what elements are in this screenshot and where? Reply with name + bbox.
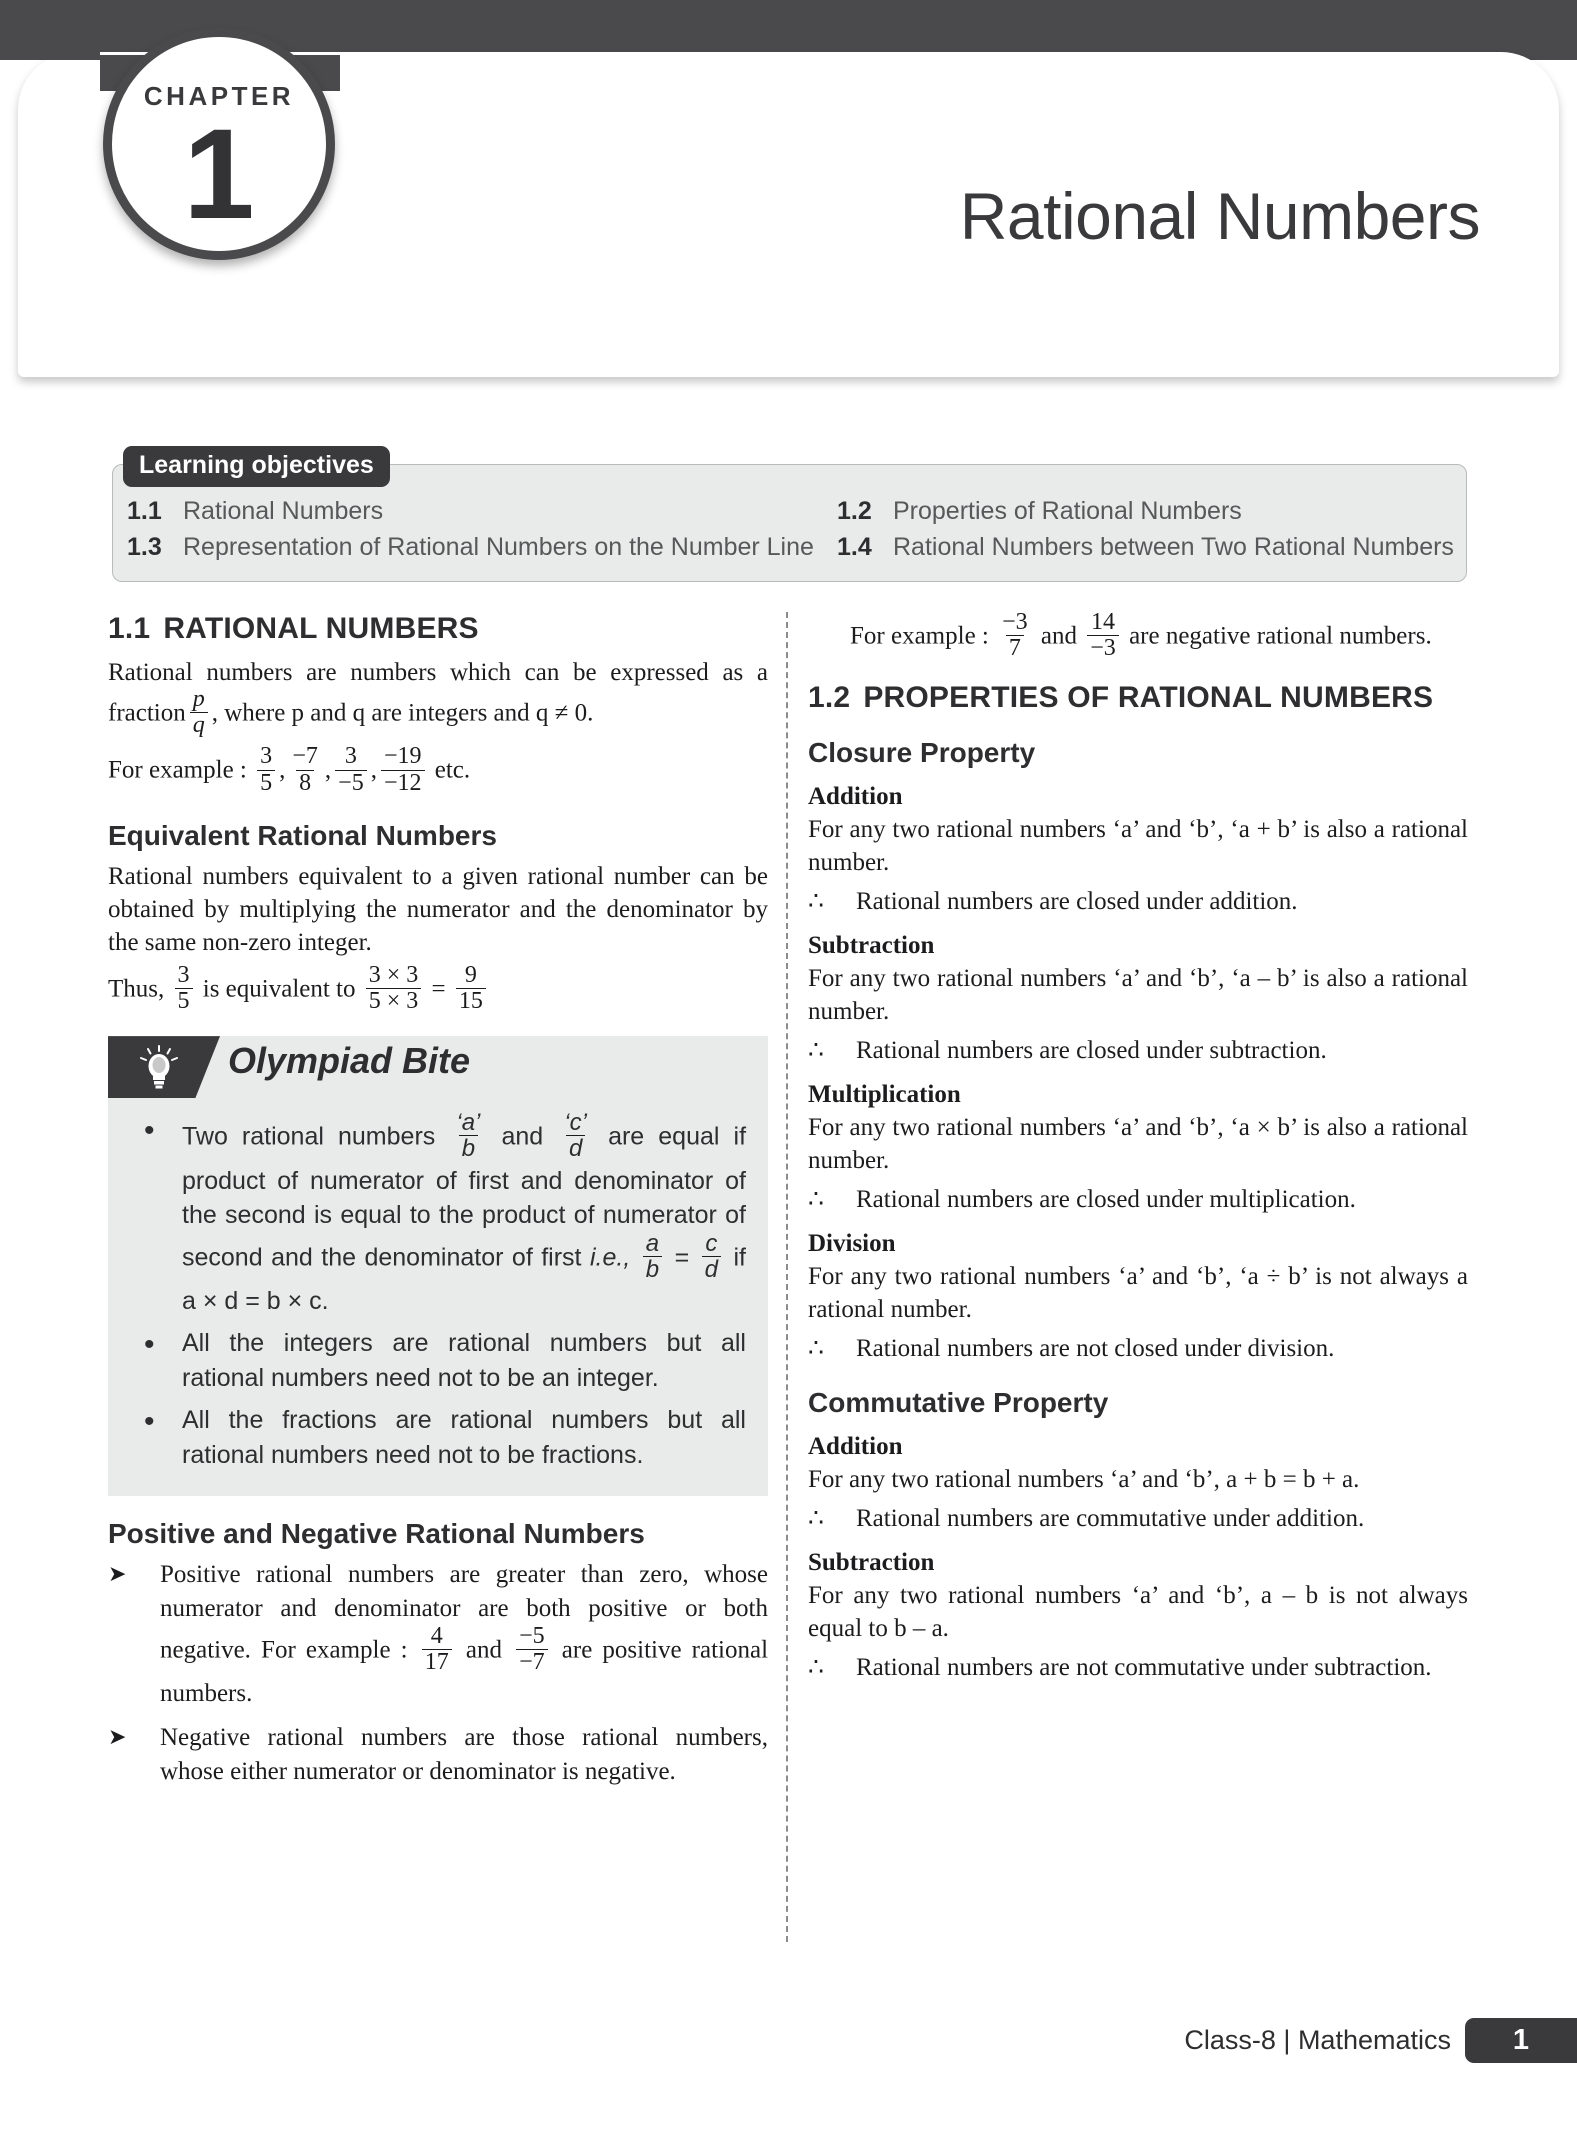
item-mid-text: and (465, 1636, 502, 1664)
section-title: PROPERTIES OF RATIONAL NUMBERS (863, 681, 1434, 715)
fraction-denominator: 8 (296, 770, 314, 796)
fraction-numerator: c (705, 1229, 718, 1257)
learning-objective-item (127, 533, 837, 562)
conclusion-text: Rational numbers are closed under addition. (856, 888, 1298, 916)
commutative-subtraction-heading: Subtraction (808, 1549, 935, 1577)
example-mid-text: and (1040, 622, 1078, 650)
fraction-numerator: ‘c’ (564, 1109, 587, 1137)
fraction-ab-equation (643, 1231, 662, 1282)
example-fraction-1 (257, 744, 275, 795)
body-columns (0, 609, 1577, 1942)
list-item (108, 1558, 768, 1711)
definition-text-a: Rational numbers are numbers which can be expressed as a fraction (108, 659, 768, 727)
positive-negative-list (108, 1558, 768, 1788)
olympiad-bullet: • All the fractions are rational numbers but all rational numbers need not to be fractions. (138, 1403, 746, 1472)
closure-subtraction-conclusion (808, 1034, 1468, 1067)
closure-property-heading: Closure Property (808, 737, 1036, 769)
fraction-numerator: −5 (519, 1622, 545, 1649)
olympiad-bullet (138, 1109, 747, 1318)
fraction-denominator: −5 (335, 770, 367, 796)
fraction-numerator: 3 (260, 743, 273, 770)
objective-number: 1.2 (837, 497, 872, 525)
fraction-numerator: a (645, 1229, 660, 1257)
fraction-denominator: −3 (1087, 635, 1119, 661)
page-title: Rational Numbers (959, 179, 1480, 253)
fraction-numerator: −7 (292, 743, 318, 770)
thus-equals-sign: = (431, 975, 446, 1003)
closure-subtraction-heading: Subtraction (808, 932, 935, 960)
commutative-addition-text: For any two rational numbers ‘a’ and ‘b’, a + b = b + a. (808, 1466, 1360, 1494)
fraction-p-over-q (190, 687, 208, 738)
commutative-addition-heading: Addition (808, 1433, 903, 1461)
fraction-denominator: 15 (456, 988, 486, 1014)
therefore-icon: ∴ (808, 1505, 824, 1533)
left-column (108, 612, 768, 1799)
commutative-addition-conclusion (808, 1502, 1468, 1535)
chapter-word: CHAPTER (143, 81, 295, 111)
bullet-text-part: are equal if product of numerator of first and denominator of the second is equal to the product of numerator of second and the denominator of first (182, 1122, 747, 1271)
closure-division-text: For any two rational numbers ‘a’ and ‘b’, ‘a ÷ b’ is not always a rational number. (808, 1263, 1468, 1324)
example-fraction-3 (335, 744, 367, 795)
closure-division-heading: Division (808, 1230, 896, 1258)
closure-addition-heading: Addition (808, 783, 903, 811)
bullet-ie-label: i.e., (589, 1242, 631, 1271)
bullet-equals-sign: = (674, 1242, 690, 1271)
fraction-denominator: b (459, 1135, 478, 1161)
fraction-numerator: 9 (464, 961, 477, 988)
positive-negative-heading: Positive and Negative Rational Numbers (108, 1518, 645, 1550)
equivalent-paragraph: Rational numbers equivalent to a given rational number can be obtained by multiplying the numerator and the denominator by the same non-zero integer. (108, 862, 768, 956)
commutative-subtraction-conclusion (808, 1651, 1468, 1684)
olympiad-bite-header (108, 1036, 768, 1098)
fraction-numerator: 3 × 3 (368, 961, 419, 988)
closure-addition-conclusion (808, 885, 1468, 918)
fraction-a-over-b (453, 1110, 483, 1161)
therefore-icon: ∴ (808, 1654, 824, 1682)
fraction-denominator: 5 (175, 988, 193, 1014)
section-1-2-heading (808, 681, 1468, 715)
header-dark-left-block (0, 0, 100, 60)
closure-multiplication-conclusion (808, 1183, 1468, 1216)
olympiad-bite-title: Olympiad Bite (228, 1040, 471, 1082)
bullet-text-part: if a × d = b × c. (182, 1242, 746, 1315)
fraction-4-over-17 (422, 1624, 452, 1675)
section-number: 1.2 (808, 681, 851, 715)
example-fraction-2 (289, 744, 321, 795)
negative-example-line (808, 609, 1468, 663)
learning-objective-item (837, 533, 1466, 562)
fraction-numerator: 3 (344, 743, 357, 770)
commutative-property-heading: Commutative Property (808, 1387, 1109, 1419)
lightbulb-icon (139, 1045, 179, 1089)
thus-equation-line (108, 961, 768, 1016)
page-footer (0, 2018, 1577, 2063)
fraction-denominator: 5 × 3 (366, 988, 422, 1014)
fraction-denominator: d (702, 1256, 721, 1282)
conclusion-text: Rational numbers are not commutative under subtraction. (856, 1654, 1432, 1682)
example-label: For example : (108, 756, 247, 784)
thus-mid-text: is equivalent to (202, 975, 356, 1003)
fraction-numerator: 3 (177, 961, 190, 988)
learning-objectives-tab: Learning objectives (123, 446, 390, 487)
section-number: 1.1 (108, 612, 151, 645)
thus-label: Thus, (108, 975, 165, 1003)
example-label: For example : (850, 622, 989, 650)
learning-objectives-box (112, 451, 1467, 582)
objective-label: Properties of Rational Numbers (893, 497, 1242, 525)
chapter-number: 1 (183, 103, 255, 246)
thus-fraction-2 (366, 963, 422, 1014)
objective-label: Rational Numbers between Two Rational Numbers (893, 533, 1454, 561)
thus-fraction-3 (456, 963, 486, 1014)
closure-subtraction-text: For any two rational numbers ‘a’ and ‘b’, ‘a – b’ is also a rational number. (808, 965, 1468, 1026)
thus-fraction-1 (175, 963, 193, 1014)
fraction-numerator: −3 (1002, 609, 1028, 635)
footer-label: Class-8 | Mathematics (1184, 2025, 1451, 2055)
objective-number: 1.3 (127, 533, 162, 561)
fraction-neg5-over-neg7 (516, 1624, 548, 1675)
objective-number: 1.1 (127, 497, 162, 525)
learning-objective-item (837, 497, 1466, 526)
example-fraction-4 (381, 744, 425, 795)
section-title: RATIONAL NUMBERS (163, 612, 479, 645)
example-tail-text: are negative rational numbers. (1129, 622, 1432, 650)
objective-number: 1.4 (837, 533, 872, 561)
fraction-numerator: 14 (1091, 609, 1116, 635)
closure-addition-text: For any two rational numbers ‘a’ and ‘b’, ‘a + b’ is also a rational number. (808, 816, 1468, 877)
therefore-icon: ∴ (808, 1335, 824, 1363)
fraction-denominator: d (566, 1135, 585, 1161)
equivalent-rational-numbers-heading: Equivalent Rational Numbers (108, 819, 497, 851)
example-etc: etc. (434, 756, 471, 784)
conclusion-text: Rational numbers are commutative under addition. (856, 1505, 1365, 1533)
fraction-denominator: b (643, 1256, 662, 1282)
objective-label: Rational Numbers (183, 497, 384, 525)
therefore-icon: ∴ (808, 888, 824, 916)
rational-definition-paragraph (108, 656, 768, 740)
olympiad-bite-list (108, 1098, 768, 1472)
learning-objective-item (127, 497, 837, 526)
therefore-icon: ∴ (808, 1186, 824, 1214)
fraction-denominator: 17 (422, 1649, 452, 1675)
bullet-text-part: Two rational numbers (182, 1122, 436, 1151)
fraction-denominator: q (190, 712, 208, 738)
fraction-numerator: p (192, 686, 205, 712)
fraction-denominator: −7 (516, 1649, 548, 1675)
example-line-left: For example : $\frac{3}{5}$ , $\frac{-7}{8}$ , $\frac{3}{-5}$ , $\frac{-19}{-12}$ etc. (108, 743, 471, 796)
conclusion-text: Rational numbers are closed under subtraction. (856, 1037, 1327, 1065)
conclusion-text: Rational numbers are closed under multiplication. (856, 1186, 1356, 1214)
objective-label: Representation of Rational Numbers on the Number Line (183, 533, 814, 561)
commutative-subtraction-text: For any two rational numbers ‘a’ and ‘b’, a – b is not always equal to b – a. (808, 1582, 1468, 1643)
fraction-denominator: −12 (381, 770, 425, 796)
right-column (808, 609, 1468, 1690)
fraction-cd-equation (702, 1231, 721, 1282)
fraction-numerator: −19 (383, 743, 422, 770)
conclusion-text: Rational numbers are not closed under division. (856, 1335, 1335, 1363)
list-item: ➤ Negative rational numbers are those rational numbers, whose either numerator or denominator is negative. (108, 1721, 768, 1789)
fraction-c-over-d (561, 1110, 590, 1161)
olympiad-bite-box (108, 1036, 768, 1496)
closure-multiplication-text: For any two rational numbers ‘a’ and ‘b’, ‘a × b’ is also a rational number. (808, 1114, 1468, 1175)
olympiad-bullet: • All the integers are rational numbers but all rational numbers need not to be an integer. (138, 1326, 746, 1395)
column-divider (786, 612, 788, 1942)
fraction-numerator: 4 (430, 1622, 443, 1649)
fraction-14-over-neg3 (1087, 610, 1119, 661)
item-text-b: are positive rational numbers. (160, 1636, 769, 1708)
therefore-icon: ∴ (808, 1037, 824, 1065)
fraction-numerator: ‘a’ (456, 1109, 481, 1137)
closure-division-conclusion (808, 1332, 1468, 1365)
page-number-badge: 1 (1465, 2018, 1577, 2063)
closure-multiplication-heading: Multiplication (808, 1081, 961, 1109)
fraction-neg3-over-7 (999, 610, 1031, 661)
fraction-denominator: 7 (1006, 635, 1024, 661)
item-text-a: Positive rational numbers are greater than zero, whose numerator and denominator are both positive or both negative. For example : (160, 1561, 768, 1664)
section-1-1-heading (108, 612, 768, 646)
bullet-text-part: and (501, 1122, 544, 1151)
fraction-denominator: 5 (257, 770, 275, 796)
definition-text-b: , where p and q are integers and q ≠ 0. (211, 699, 594, 727)
